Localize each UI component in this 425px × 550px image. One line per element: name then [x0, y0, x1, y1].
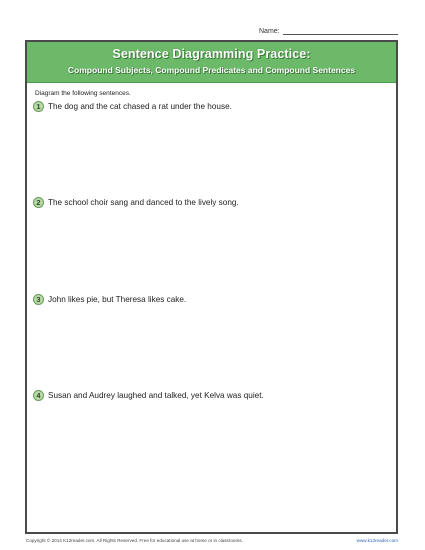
exercise-sentence: The school choir sang and danced to the lively song.: [48, 198, 239, 207]
exercise-sentence: Susan and Audrey laughed and talked, yet Kelva was quiet.: [48, 391, 264, 400]
exercise-item: [33, 101, 232, 112]
worksheet-subtitle: Compound Subjects, Compound Predicates and Compound Sentences: [67, 65, 356, 75]
copyright-notice: Copyright © 2014 K12reader.com. All Rights Reserved. Free for educational use at home or in classrooms.: [26, 538, 243, 543]
exercise-sentence: John likes pie, but Theresa likes cake.: [48, 295, 187, 304]
exercise-item: [33, 197, 239, 208]
worksheet-title: Sentence Diagramming Practice:: [112, 47, 311, 61]
item-number-badge: 3: [33, 294, 44, 305]
site-link[interactable]: www.k12reader.com: [356, 538, 398, 543]
exercise-item: [33, 390, 264, 401]
exercise-item: [33, 294, 186, 305]
title-banner: [27, 42, 396, 83]
item-number-badge: 1: [33, 101, 44, 112]
worksheet-frame: [25, 40, 398, 534]
instructions: Diagram the following sentences.: [35, 90, 131, 97]
item-number-badge: 2: [33, 197, 44, 208]
name-line[interactable]: [283, 27, 398, 35]
item-number-badge: 4: [33, 390, 44, 401]
exercise-sentence: The dog and the cat chased a rat under the house.: [48, 102, 232, 111]
name-label: Name:: [259, 28, 280, 35]
name-field[interactable]: [259, 27, 398, 35]
